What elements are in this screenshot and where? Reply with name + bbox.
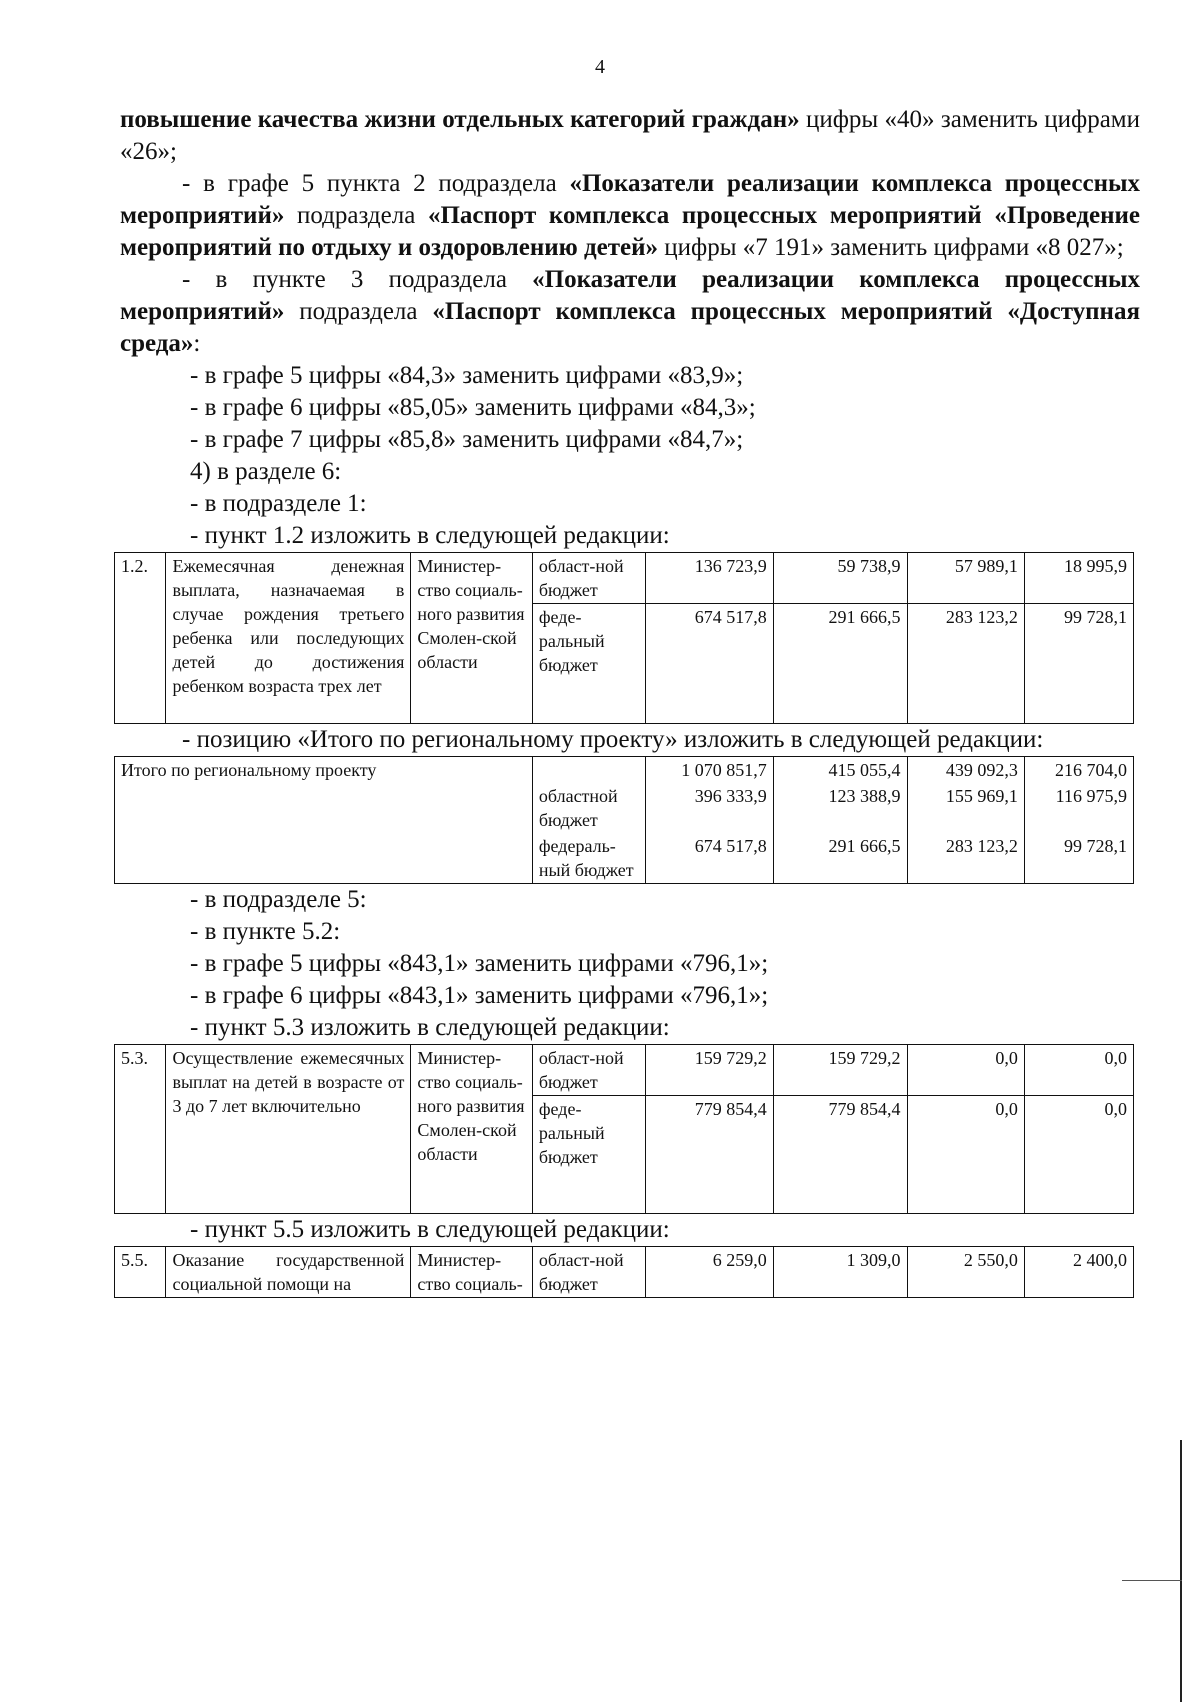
- text-fragment: подраздела: [284, 298, 433, 325]
- list-item: - в графе 6 цифры «85,05» заменить цифрами «84,3»;: [190, 394, 756, 421]
- value-year-3: 116 975,9: [1024, 783, 1133, 833]
- funding-source: областной бюджет: [532, 783, 645, 833]
- bold-fragment: «Показатели реализации комплекса процессных мероприятий»: [120, 266, 1140, 325]
- page-number: 4: [595, 56, 605, 78]
- funding-source: федераль-ный бюджет: [532, 833, 645, 884]
- funding-source: област-ной бюджет: [532, 1247, 645, 1298]
- paragraph-item-2: [120, 168, 1140, 264]
- value-year-1: 159 729,2: [773, 1045, 907, 1096]
- item-organization: Министер-ство социаль-: [411, 1247, 532, 1298]
- bold-fragment: «Паспорт комплекса процессных мероприятий «Доступная среда»: [120, 298, 1140, 357]
- item-number: 5.5.: [115, 1247, 166, 1298]
- value-year-1: 291 666,5: [773, 833, 907, 884]
- value-year-1: 291 666,5: [773, 604, 907, 724]
- funding-source: феде-ральный бюджет: [532, 1096, 645, 1214]
- value-year-2: 57 989,1: [907, 553, 1024, 604]
- value-year-1: 59 738,9: [773, 553, 907, 604]
- value-total: 674 517,8: [646, 604, 774, 724]
- list-item: - в подразделе 5:: [190, 886, 367, 913]
- value-year-3: 0,0: [1024, 1096, 1133, 1214]
- text-fragment: цифры «40» заменить цифрами «26»;: [120, 106, 1140, 165]
- table-row: [115, 757, 1134, 784]
- value-year-2: 283 123,2: [907, 833, 1024, 884]
- funding-source: област-ной бюджет: [532, 553, 645, 604]
- list-item: - в пункте 5.2:: [190, 918, 341, 945]
- value-year-3: 99 728,1: [1024, 833, 1133, 884]
- text-fragment: подраздела: [284, 202, 428, 229]
- total-label: Итого по региональному проекту: [115, 757, 533, 884]
- item-name: Оказание государственной социальной помощи на: [166, 1247, 411, 1298]
- value-year-3: 99 728,1: [1024, 604, 1133, 724]
- paragraph-item-3: [120, 264, 1140, 360]
- list-item: - пункт 5.3 изложить в следующей редакции:: [190, 1014, 670, 1041]
- item-name: Осуществление ежемесячных выплат на детей в возрасте от 3 до 7 лет включительно: [166, 1045, 411, 1214]
- table-row: [115, 1247, 1134, 1298]
- list-item: - пункт 5.5 изложить в следующей редакции:: [190, 1216, 670, 1243]
- funding-source: област-ной бюджет: [532, 1045, 645, 1096]
- table-row: [115, 1045, 1134, 1096]
- bold-fragment: повышение качества жизни отдельных категорий граждан»: [120, 106, 800, 133]
- list-item: - в графе 5 цифры «843,1» заменить цифрами «796,1»;: [190, 950, 769, 977]
- empty-cell: [532, 757, 645, 784]
- list-item: - в подразделе 1:: [190, 490, 367, 517]
- value-total: 1 070 851,7: [646, 757, 774, 784]
- value-year-3: 0,0: [1024, 1045, 1133, 1096]
- value-total: 6 259,0: [646, 1247, 774, 1298]
- bold-fragment: «Показатели реализации комплекса процессных мероприятий»: [120, 170, 1141, 229]
- value-year-1: 779 854,4: [773, 1096, 907, 1214]
- document-body: [120, 104, 1140, 1298]
- table-row: [115, 553, 1134, 604]
- value-year-3: 2 400,0: [1024, 1247, 1133, 1298]
- list-item: - пункт 1.2 изложить в следующей редакции:: [190, 522, 670, 549]
- text-fragment: - в пункте 3 подраздела: [182, 266, 533, 293]
- list-item: - в графе 5 цифры «84,3» заменить цифрами «83,9»;: [190, 362, 744, 389]
- item-name: Ежемесячная денежная выплата, назначаемая в случае рождения третьего ребенка или последующих детей до достижения ребенком возраста трех лет: [166, 553, 411, 724]
- bold-fragment: «Паспорт комплекса процессных мероприятий «Проведение мероприятий по отдыху и оздоровлению детей»: [120, 202, 1140, 261]
- value-year-2: 0,0: [907, 1045, 1024, 1096]
- table-item-5-3: [114, 1044, 1134, 1214]
- value-year-2: 283 123,2: [907, 604, 1024, 724]
- item-number: 1.2.: [115, 553, 166, 724]
- value-year-3: 216 704,0: [1024, 757, 1133, 784]
- text-fragment: цифры «7 191» заменить цифрами «8 027»;: [658, 234, 1124, 261]
- value-total: 159 729,2: [646, 1045, 774, 1096]
- list-item: - в графе 7 цифры «85,8» заменить цифрами «84,7»;: [190, 426, 744, 453]
- table-regional-total: [114, 756, 1134, 884]
- scan-edge-mark: [1122, 1580, 1182, 1581]
- value-year-2: 0,0: [907, 1096, 1024, 1214]
- item-organization: Министер-ство социаль-ного развития Смолен-ской области: [411, 553, 532, 724]
- list-item: 4) в разделе 6:: [190, 458, 342, 485]
- list-item: - в графе 6 цифры «843,1» заменить цифрами «796,1»;: [190, 982, 769, 1009]
- scan-edge-line: [1180, 1440, 1182, 1702]
- funding-source: феде-ральный бюджет: [532, 604, 645, 724]
- value-year-2: 155 969,1: [907, 783, 1024, 833]
- table-item-1-2: [114, 552, 1134, 724]
- value-total: 779 854,4: [646, 1096, 774, 1214]
- value-total: 136 723,9: [646, 553, 774, 604]
- value-year-2: 439 092,3: [907, 757, 1024, 784]
- item-number: 5.3.: [115, 1045, 166, 1214]
- value-year-1: 123 388,9: [773, 783, 907, 833]
- paragraph-total-instruction: - позицию «Итого по региональному проекту» изложить в следующей редакции:: [182, 726, 1044, 753]
- value-total: 674 517,8: [646, 833, 774, 884]
- value-year-2: 2 550,0: [907, 1247, 1024, 1298]
- value-total: 396 333,9: [646, 783, 774, 833]
- table-item-5-5: [114, 1246, 1134, 1298]
- value-year-1: 415 055,4: [773, 757, 907, 784]
- item-organization: Министер-ство социаль-ного развития Смолен-ской области: [411, 1045, 532, 1214]
- value-year-3: 18 995,9: [1024, 553, 1133, 604]
- paragraph-intro: [120, 104, 1140, 168]
- text-fragment: :: [193, 330, 201, 357]
- text-fragment: - в графе 5 пункта 2 подраздела: [182, 170, 570, 197]
- value-year-1: 1 309,0: [773, 1247, 907, 1298]
